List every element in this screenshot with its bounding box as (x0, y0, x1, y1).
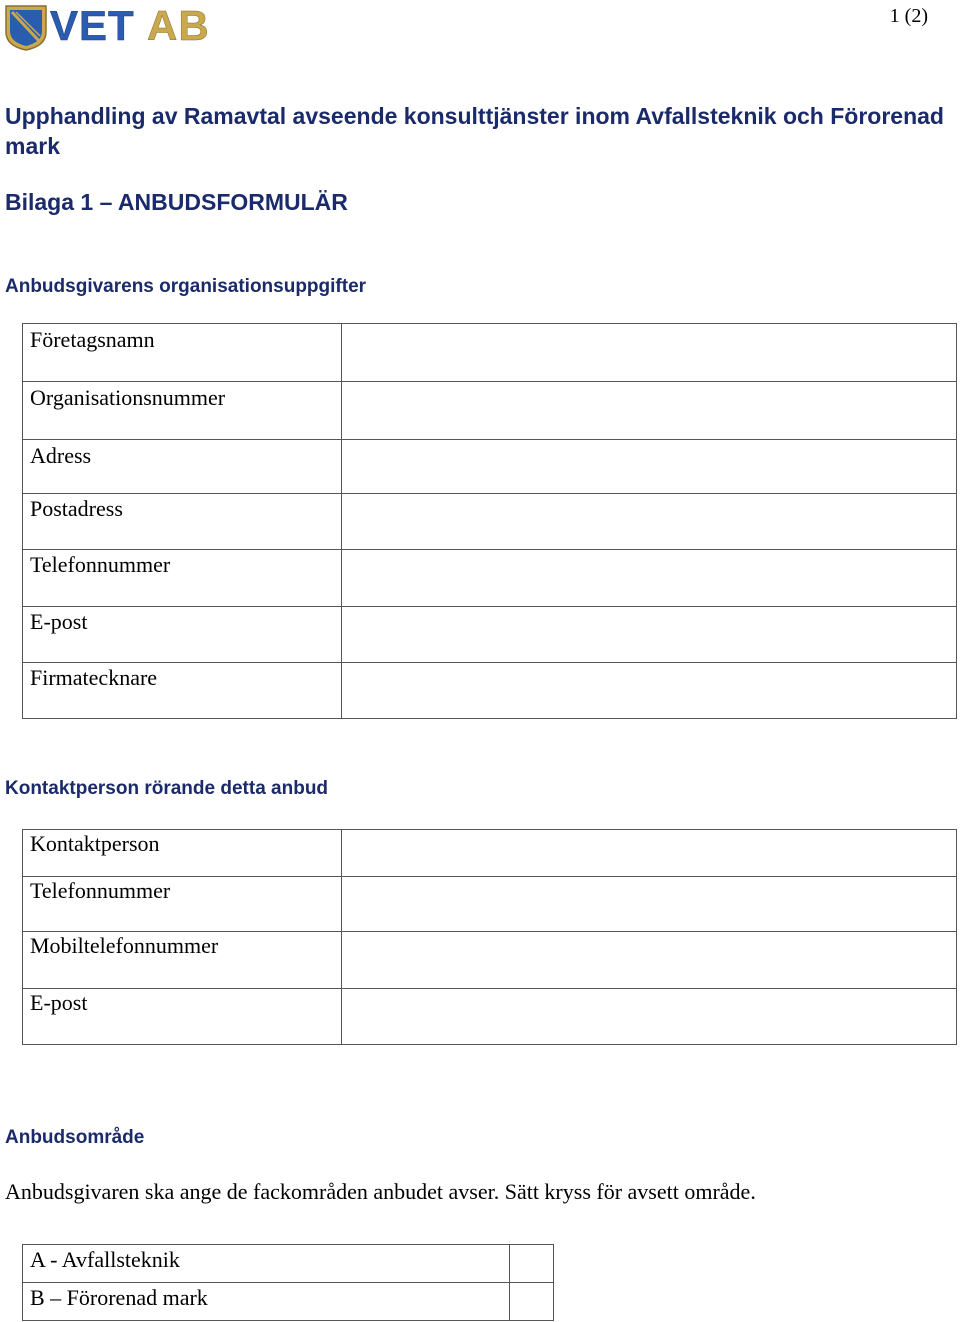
mobile-phone-field[interactable] (342, 932, 957, 989)
table-row (23, 607, 957, 663)
table-row (23, 1245, 554, 1283)
row-label: Postadress (23, 494, 342, 550)
area-table (22, 1244, 554, 1321)
document-title: Upphandling av Ramavtal avseende konsulttjänster inom Avfallsteknik och Förorenad mark (5, 103, 944, 159)
row-label: Företagsnamn (23, 324, 342, 382)
area-instructions: Anbudsgivaren ska ange de fackområden anbudet avser. Sätt kryss för avsett område. (5, 1179, 756, 1204)
row-label: Mobiltelefonnummer (23, 932, 342, 989)
email-field[interactable] (342, 607, 957, 663)
table-row (23, 550, 957, 607)
page-number: 1 (2) (889, 5, 928, 27)
table-row (23, 440, 957, 494)
contact-person-field[interactable] (342, 830, 957, 877)
area-section-heading: Anbudsområde (5, 1127, 145, 1148)
row-label: Telefonnummer (23, 550, 342, 607)
table-row (23, 989, 957, 1045)
waste-tech-checkbox[interactable] (510, 1245, 554, 1283)
row-label: Firmatecknare (23, 663, 342, 719)
postal-address-field[interactable] (342, 494, 957, 550)
contact-table (22, 829, 957, 1045)
table-row (23, 494, 957, 550)
table-row (23, 663, 957, 719)
row-label: Kontaktperson (23, 830, 342, 877)
table-row (23, 382, 957, 440)
row-label: Adress (23, 440, 342, 494)
table-row (23, 1283, 554, 1321)
vetab-logo-graphic (4, 2, 229, 52)
address-field[interactable] (342, 440, 957, 494)
org-number-field[interactable] (342, 382, 957, 440)
org-section-heading: Anbudsgivarens organisationsuppgifter (5, 276, 367, 297)
contaminated-land-checkbox[interactable] (510, 1283, 554, 1321)
contact-section-heading: Kontaktperson rörande detta anbud (5, 778, 329, 799)
contact-phone-field[interactable] (342, 877, 957, 932)
document-subtitle: Bilaga 1 – ANBUDSFORMULÄR (5, 189, 348, 215)
vetab-logo (4, 2, 229, 52)
row-label: Telefonnummer (23, 877, 342, 932)
table-row (23, 324, 957, 382)
company-name-field[interactable] (342, 324, 957, 382)
table-row (23, 932, 957, 989)
row-label: E-post (23, 607, 342, 663)
row-label: A - Avfallsteknik (23, 1245, 510, 1283)
row-label: Organisationsnummer (23, 382, 342, 440)
contact-email-field[interactable] (342, 989, 957, 1045)
signatory-field[interactable] (342, 663, 957, 719)
row-label: B – Förorenad mark (23, 1283, 510, 1321)
table-row (23, 830, 957, 877)
svg-text:AB: AB (147, 2, 210, 49)
svg-text:VET: VET (50, 2, 135, 49)
org-info-table (22, 323, 957, 719)
row-label: E-post (23, 989, 342, 1045)
phone-field[interactable] (342, 550, 957, 607)
table-row (23, 877, 957, 932)
